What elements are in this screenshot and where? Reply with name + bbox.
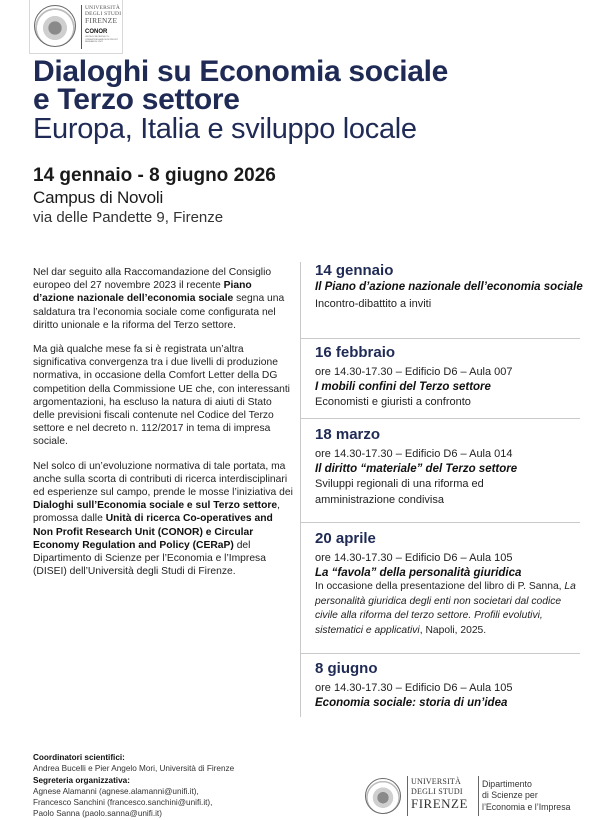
department-name: [482, 779, 571, 813]
event-date: 16 febbraio: [315, 344, 396, 361]
event-date: 20 aprile: [315, 530, 376, 547]
event-item: [315, 426, 585, 508]
intro-paragraph-2: Ma già qualche mese fa si è registrata un’altra significativa convergenza tra i due livelli di produzione normativa, in occasione della Comfort Letter della DG competition della Commissione UE che, con interessanti argomentazioni, ha escluso la natura di aiuti di Stato delle previsioni fiscali contenute nel Codice del Terzo settore e nel decreto n. 112/2017 in tema di impresa sociale.: [33, 344, 290, 448]
conor-unit-name: CONOR: [85, 29, 108, 35]
title-line-2: e Terzo settore: [33, 83, 240, 116]
bold-text: Piano d’azione nazionale dell’economia sociale: [33, 280, 252, 305]
intro-text: [33, 266, 295, 589]
event-title: Il diritto “materiale” del Terzo settore: [315, 463, 518, 475]
event-time: ore 14.30-17.30 – Edificio D6 – Aula 007: [315, 366, 513, 378]
university-line-1: UNIVERSITÀ: [411, 777, 461, 786]
title-subtitle: Europa, Italia e sviluppo locale: [33, 113, 417, 145]
text: Nel dar seguito alla Raccomandazione del Consiglio europeo del 27 novembre 2023 il recente: [33, 267, 272, 292]
event-title: Economia sociale: storia di un’idea: [315, 697, 508, 709]
text: Nel solco di un’evoluzione normativa di tale portata, ma anche sulla scorta di contributi di ricerca interdisciplinari ed esperienze sul campo, prende le mosse l’iniziativa dei: [33, 460, 293, 499]
university-seal-icon: [365, 778, 401, 814]
address: via delle Pandette 9, Firenze: [33, 209, 224, 226]
secretariat-contact: Agnese Alamanni (agnese.alamanni@unifi.it),: [33, 786, 199, 796]
venue: Campus di Novoli: [33, 188, 164, 207]
coordinators-label: Coordinatori scientifici:: [33, 753, 125, 762]
footer-contacts: [33, 752, 234, 820]
text: , promossa dalle: [33, 500, 281, 525]
date-range: 14 gennaio - 8 giugno 2026: [33, 165, 276, 186]
logo-divider: [407, 776, 408, 816]
page-title: [33, 55, 449, 145]
event-divider: [300, 653, 580, 654]
unifi-conor-logo: [29, 0, 123, 54]
event-subtitle: Sviluppi regionali di una riforma ed amministrazione condivisa: [315, 478, 484, 506]
event-title: La “favola” della personalità giuridica: [315, 567, 522, 579]
university-name: [411, 777, 468, 811]
department-line-2: di Scienze per: [482, 790, 538, 801]
column-divider: [300, 262, 301, 717]
event-item: [315, 660, 585, 710]
university-line-2: DEGLI STUDI: [411, 787, 463, 796]
event-item: [315, 530, 585, 638]
title-line-1: Dialoghi su Economia sociale: [33, 55, 449, 88]
event-time: ore 14.30-17.30 – Edificio D6 – Aula 105: [315, 552, 513, 564]
event-title: I mobili confini del Terzo settore: [315, 381, 491, 393]
text: , Napoli, 2025.: [419, 624, 487, 636]
conor-unit-subtitle: UNITÀ DI RICERCA CO-OPERATIVES AND NON PROFIT RESEARCH UNIT: [85, 36, 118, 44]
event-note: [315, 580, 585, 638]
university-seal-icon: [34, 5, 76, 47]
event-divider: [300, 338, 580, 339]
event-divider: [300, 418, 580, 419]
text: segna una saldatura tra l’economia sociale come configurata nel diritto unionale e la riforma del Terzo settore.: [33, 293, 285, 331]
event-date: 18 marzo: [315, 426, 381, 443]
event-date: 8 giugno: [315, 660, 378, 677]
event-subtitle: Economisti e giuristi a confronto: [315, 396, 471, 408]
bold-text: Dialoghi sull’Economia sociale e sul Terzo settore: [33, 500, 278, 512]
text: del Dipartimento di Scienze per l’Economia e l’Impresa (DISEI) dell’Università degli Studi di Firenze.: [33, 539, 266, 578]
text: In occasione della presentazione del libro di P. Sanna,: [315, 581, 565, 592]
university-line-3: FIRENZE: [411, 796, 468, 811]
coordinators: Andrea Bucelli e Pier Angelo Mori, Università di Firenze: [33, 764, 235, 774]
event-item: [315, 344, 585, 410]
book-title: La personalità giuridica degli enti non societari dal codice civile alla riforma del terzo settore. Profili evolutivi, sistematici e applicativi: [315, 581, 576, 636]
event-divider: [300, 522, 580, 523]
department-line-1: Dipartimento: [482, 779, 532, 789]
secretariat-contact: Francesco Sanchini (francesco.sanchini@unifi.it),: [33, 798, 213, 808]
event-time: ore 14.30-17.30 – Edificio D6 – Aula 014: [315, 448, 513, 460]
event-time: ore 14.30-17.30 – Edificio D6 – Aula 105: [315, 682, 513, 694]
secretariat-contact: Paolo Sanna (paolo.sanna@unifi.it): [33, 809, 162, 819]
unifi-disei-logo: [365, 774, 595, 818]
event-item: [315, 262, 585, 312]
event-date: 14 gennaio: [315, 262, 394, 279]
logo-divider: [81, 5, 82, 49]
intro-paragraph-1: [33, 266, 295, 332]
bold-text: Unità di ricerca Co-operatives and Non Profit Research Unit (CONOR) e Circular Economy Regulation and Policy (CERaP): [33, 513, 273, 551]
event-subtitle: Incontro-dibattito a inviti: [315, 298, 432, 310]
university-name: [85, 5, 121, 25]
event-info: [33, 165, 276, 228]
intro-paragraph-3: [33, 460, 295, 579]
event-title: Il Piano d’azione nazionale dell’economia sociale: [315, 281, 583, 293]
secretariat-label: Segreteria organizzativa:: [33, 775, 130, 785]
university-line-3: FIRENZE: [85, 16, 118, 25]
university-line-1: UNIVERSITÀ: [85, 5, 120, 11]
department-line-3: l’Economia e l’Impresa: [482, 801, 571, 812]
logo-divider: [478, 776, 479, 816]
university-line-2: DEGLI STUDI: [85, 11, 122, 17]
